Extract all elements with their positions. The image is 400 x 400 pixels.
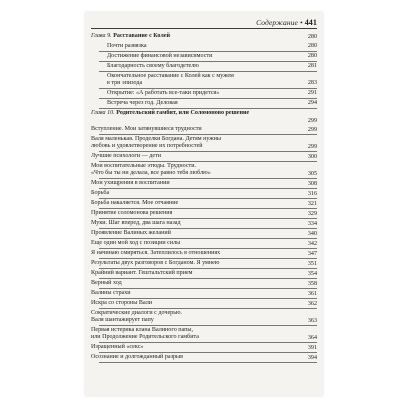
entry-title-line-1: Окончательное расставание с Колей как с мужем: [107, 72, 234, 79]
entry-page: 280: [307, 53, 317, 60]
running-head: [85, 18, 317, 27]
entry-separator: [99, 61, 317, 62]
toc-entry[interactable]: [85, 200, 317, 207]
entry-title: Борьба накаляется. Мое отчаяние: [91, 200, 179, 206]
entry-page: 308: [307, 180, 317, 187]
entry-title: Муки. Шаг вперед, два шага назад: [91, 220, 181, 226]
entry-separator: [99, 308, 317, 309]
toc-entry[interactable]: [85, 230, 317, 237]
toc-entry[interactable]: [85, 53, 317, 60]
entry-title: Валины страхи: [91, 290, 131, 296]
entry-page: 340: [307, 230, 317, 237]
entry-title: Открытие: «А работать все-таки придется»: [107, 89, 220, 96]
entry-title: Принятие соломонова решения: [91, 210, 173, 216]
entry-separator: [99, 178, 317, 179]
running-head-page-number: 441: [304, 18, 317, 27]
entry-page: 334: [307, 220, 317, 227]
chapter-heading[interactable]: [85, 110, 317, 124]
entry-page: 299: [307, 143, 317, 150]
book-page: [85, 12, 323, 396]
entry-page: 300: [307, 153, 317, 160]
entry-page: 342: [307, 240, 317, 247]
chapter-title: Родительский гамбит, или Соломоново решение: [116, 110, 250, 116]
entry-separator: [99, 208, 317, 209]
entry-separator: [99, 268, 317, 269]
entry-separator: [99, 325, 317, 326]
entry-separator: [99, 228, 317, 229]
entry-page: 362: [307, 300, 317, 307]
toc-entry[interactable]: [85, 210, 317, 217]
toc-entry[interactable]: [85, 180, 317, 187]
entry-page: 354: [307, 270, 317, 277]
entry-title: Искра со стороны Вали: [91, 300, 153, 306]
entry-separator: [99, 342, 317, 343]
toc-entry[interactable]: [85, 63, 317, 70]
entry-page: 291: [307, 90, 317, 97]
running-head-bullet: •: [299, 18, 303, 27]
toc-entry[interactable]: [85, 344, 317, 351]
toc-entry[interactable]: [85, 136, 317, 150]
toc-entry[interactable]: [85, 153, 317, 160]
toc-entry[interactable]: [85, 280, 317, 287]
entry-page: 321: [307, 200, 317, 207]
entry-title: Изращенный «секс»: [91, 344, 144, 350]
entry-title: Осознание и долгожданный разрыв: [91, 354, 184, 360]
entry-separator: [99, 161, 317, 162]
entry-title: Почти развязка: [107, 42, 147, 49]
toc-entry[interactable]: [85, 73, 317, 87]
toc-entry[interactable]: [85, 100, 317, 107]
entry-page: 361: [307, 290, 317, 297]
toc-entry[interactable]: [85, 250, 317, 257]
entry-title-line-1: Валя маленькая. Проделки Богдана. Детям нужны: [91, 136, 221, 142]
entry-title: Мои ухищрения в воспитании: [91, 180, 170, 186]
toc-entry[interactable]: [85, 220, 317, 227]
toc-entry[interactable]: [85, 354, 317, 361]
entry-page: 305: [307, 170, 317, 177]
entry-title-line-2: «Что бы ты ни делала, все равно тебя люблю»: [91, 170, 211, 176]
entry-separator: [99, 288, 317, 289]
entry-title: Результаты двух разговоров с Богданом. Я умнею: [91, 260, 220, 266]
toc-entry[interactable]: [85, 190, 317, 197]
entry-title-line-1: Первая истерика клана Валиного папы,: [91, 327, 194, 333]
toc-entry[interactable]: [85, 43, 317, 50]
entry-title-line-2: в три эпизода: [107, 79, 143, 86]
entry-page: 329: [307, 210, 317, 217]
entry-separator: [99, 198, 317, 199]
entry-page: 363: [307, 317, 317, 324]
entry-separator: [99, 298, 317, 299]
entry-separator: [99, 352, 317, 353]
toc-entry[interactable]: [85, 90, 317, 97]
entry-separator: [99, 108, 317, 109]
entry-title: Крайний вариант. Гештальтский прием: [91, 270, 193, 276]
chapter-page: 299: [307, 117, 317, 124]
header-rule: [91, 28, 317, 29]
entry-page: 358: [307, 280, 317, 287]
toc-entry[interactable]: [85, 240, 317, 247]
toc-entry[interactable]: [85, 163, 317, 177]
toc-entry[interactable]: [85, 260, 317, 267]
chapter-page: 280: [307, 33, 317, 40]
entry-title: Благодарность своему благодетелю: [107, 62, 199, 69]
entry-separator: [99, 278, 317, 279]
chapter-heading[interactable]: [85, 33, 317, 40]
entry-separator: [99, 71, 317, 72]
entry-title: Проявление Валиных желаний: [91, 230, 171, 236]
entry-page: 394: [307, 354, 317, 361]
entry-page: 364: [307, 334, 317, 341]
entry-title: Верный ход: [91, 280, 122, 286]
entry-title: Я начинаю смиряться. Затеплилось в отношениях: [91, 250, 221, 256]
entry-page: 281: [307, 63, 317, 70]
entry-separator: [99, 218, 317, 219]
toc-entry[interactable]: [85, 126, 317, 133]
entry-page: 280: [307, 43, 317, 50]
entry-separator: [99, 188, 317, 189]
entry-separator: [99, 248, 317, 249]
entry-title-line-1: Мои воспитательные этюды. Трудности.: [91, 163, 197, 169]
entry-page: 299: [307, 126, 317, 133]
entry-title-line-2: любовь и удовлетворение их потребностей: [91, 143, 203, 149]
entry-title-line-1: Сократические диалоги с дочерью.: [91, 310, 183, 316]
entry-page: 391: [307, 344, 317, 351]
toc-entry[interactable]: [85, 310, 317, 324]
entry-separator: [99, 362, 317, 363]
entry-page: 294: [307, 100, 317, 107]
entry-separator: [99, 88, 317, 89]
toc-entry[interactable]: [85, 327, 317, 341]
entry-title: Лучшие психологи — дети: [91, 153, 162, 159]
entry-separator: [99, 98, 317, 99]
chapter-label: Глава 10.: [91, 110, 115, 116]
entry-page: 351: [307, 260, 317, 267]
entry-title: Вступление. Мои затянувшиеся трудности: [91, 126, 202, 132]
entry-separator: [99, 258, 317, 259]
entry-page: 347: [307, 250, 317, 257]
entry-title: Еще один мой ход с позиции силы: [91, 240, 181, 246]
entry-separator: [99, 134, 317, 135]
toc-entry[interactable]: [85, 300, 317, 307]
entry-title: Встреча через год. Деловая: [107, 99, 178, 106]
entry-separator: [99, 51, 317, 52]
chapter-title: Расставание с Колей: [113, 33, 171, 39]
running-head-section: Содержание: [256, 18, 298, 27]
toc-entry[interactable]: [85, 270, 317, 277]
entry-title-line-2: Валя шантажирует папу: [91, 317, 154, 323]
entry-title: Достижение финансовой независимости: [107, 52, 213, 59]
chapter-label: Глава 9.: [91, 33, 112, 39]
entry-separator: [99, 151, 317, 152]
entry-title: Борьба: [91, 190, 110, 196]
entry-title-line-2: или Продолжение Родительского гамбита: [91, 334, 199, 340]
toc-entry[interactable]: [85, 290, 317, 297]
entry-page: 316: [307, 190, 317, 197]
entry-separator: [99, 238, 317, 239]
entry-page: 283: [307, 80, 317, 87]
